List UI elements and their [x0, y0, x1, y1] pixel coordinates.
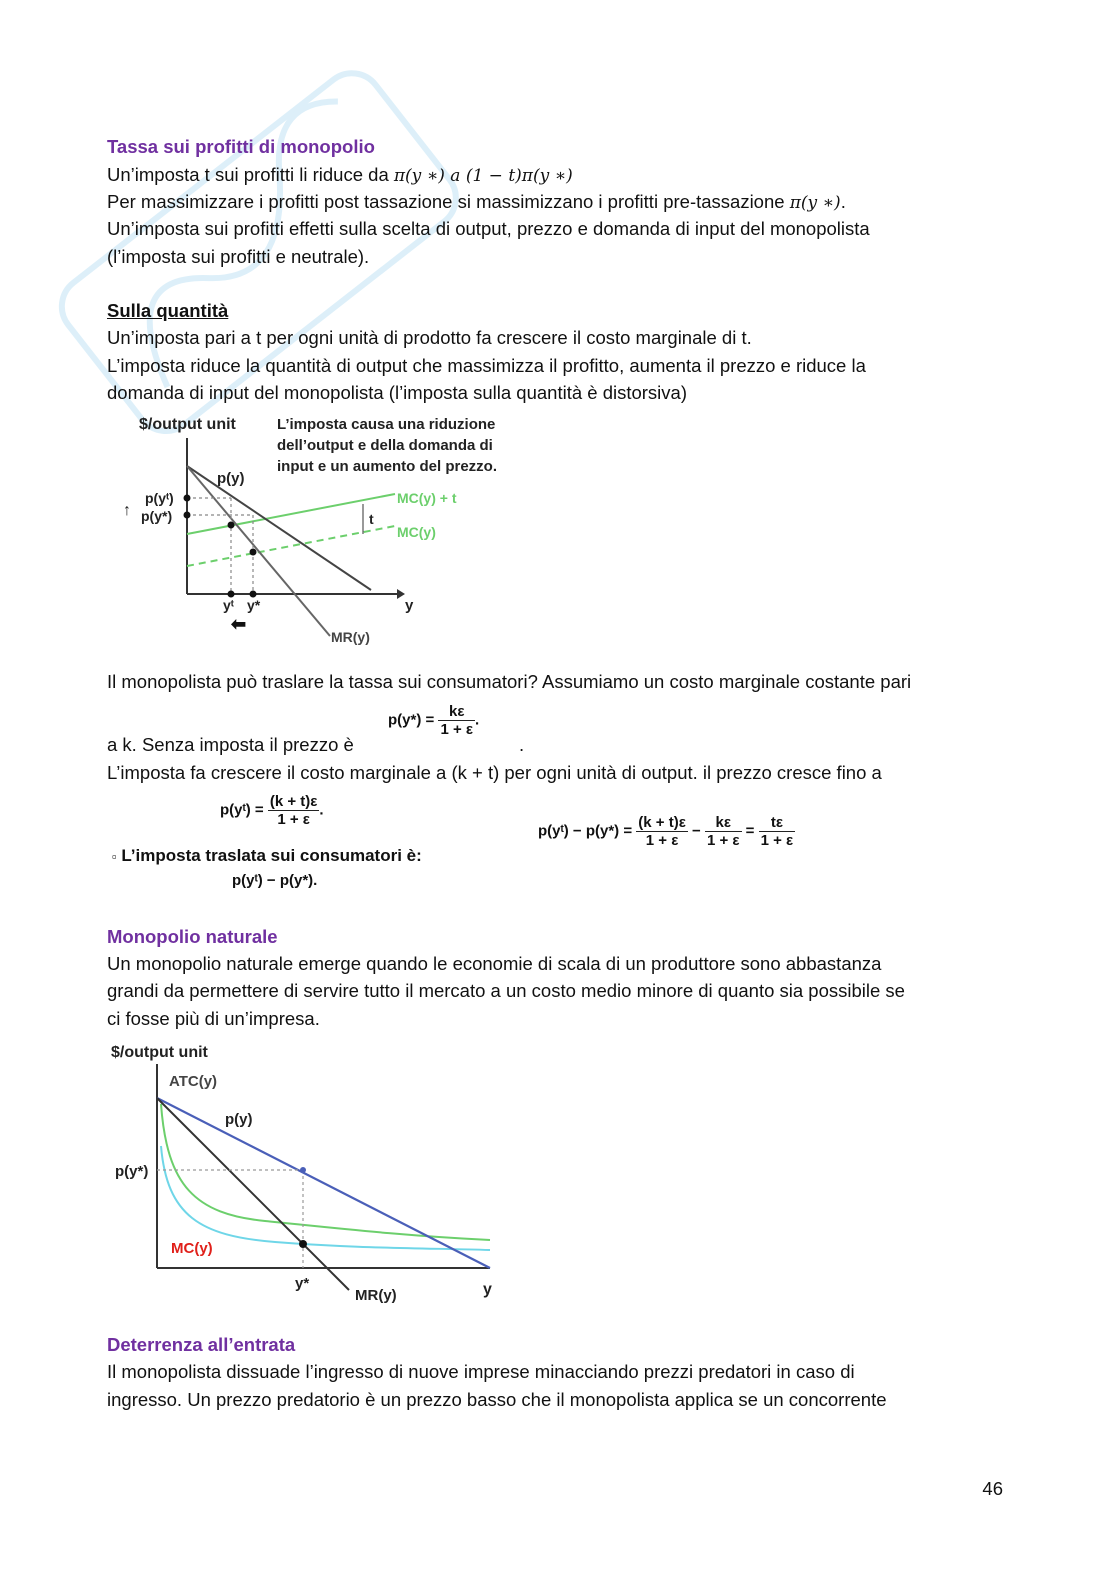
figure1-point-tax-optimum — [228, 522, 235, 529]
paragraph-line: ci fosse più di un’impresa. — [107, 1008, 320, 1029]
figure1-price-t-label: p(yᵗ) — [145, 490, 174, 506]
figure1-mr-label: MR(y) — [331, 629, 370, 645]
figure1-demand-label: p(y) — [217, 470, 245, 487]
figure2-ylabel: $/output unit — [111, 1044, 208, 1061]
figure-natural-monopoly — [105, 1036, 510, 1311]
figure2-mr-line — [157, 1098, 349, 1290]
paragraph-line: Un’imposta sui profitti effetti sulla scelta di output, prezzo e domanda di input del monopolista — [107, 218, 870, 239]
formula-shift-derivation: p(yᵗ) − p(y*) = $\frac{(k + t)\varepsilon}{1 + \varepsilon}$ − $\frac{k\varepsilon}{1 + \varepsilon}$ = $\frac{t\varepsilon}{1 + \varepsilon}$ — [538, 814, 794, 849]
paragraph-line: grandi da permettere di servire tutto il mercato a un costo medio minore di quanto sia possibile se — [107, 980, 905, 1001]
figure1-t-label: t — [369, 511, 374, 527]
paragraph-line: Un’imposta pari a t per ogni unità di prodotto fa crescere il costo marginale di t. — [107, 327, 752, 348]
figure2-point-optimum — [299, 1240, 307, 1248]
section-title-natural-monopoly: Monopolio naturale — [107, 926, 278, 947]
paragraph-line: L’imposta fa crescere il costo marginale a (k + t) per ogni unità di output. il prezzo cresce fino a — [107, 762, 882, 783]
section-title-quantity-tax: Sulla quantità — [107, 300, 229, 321]
figure1-point-price-t — [184, 495, 191, 502]
figure2-demand-label: p(y) — [225, 1111, 253, 1128]
figure1-yt-label: yᵗ — [223, 597, 234, 613]
figure2-mc-label: MC(y) — [171, 1240, 213, 1257]
figure2-x-label: y — [483, 1281, 492, 1298]
figure1-x-arrow — [397, 589, 405, 599]
section-title-entry-deterrence: Deterrenza all’entrata — [107, 1334, 296, 1355]
figure1-caption-line3: input e un aumento del prezzo. — [277, 458, 498, 475]
figure-quantity-tax — [105, 408, 545, 648]
figure2-ystar-label: y* — [295, 1275, 310, 1292]
formula-shift-difference: p(yᵗ) − p(y*). — [232, 872, 318, 889]
punctuation: . — [519, 734, 525, 755]
figure1-ystar-label: y* — [247, 597, 261, 613]
left-arrow-icon: ⬅ — [231, 614, 247, 634]
bullet-tax-shifted: ▫ L’imposta traslata sui consumatori è: — [112, 846, 422, 865]
paragraph-line: a k. Senza imposta il prezzo è — [107, 734, 354, 755]
figure1-caption-line2: dell’output e della domanda di — [277, 437, 493, 454]
section-title-profit-tax: Tassa sui profitti di monopolio — [107, 136, 375, 157]
page-number: 46 — [982, 1478, 1003, 1499]
paragraph-line: Un’imposta t sui profitti li riduce da π(y ∗) a (1 − t)π(y ∗) — [107, 164, 573, 186]
paragraph-line: (l’imposta sui profitti e neutrale). — [107, 246, 370, 267]
figure1-mc-label: MC(y) — [397, 524, 436, 540]
figure2-mr-label: MR(y) — [355, 1287, 397, 1304]
figure1-mc-plus-t-label: MC(y) + t — [397, 490, 457, 506]
paragraph-line: ingresso. Un prezzo predatorio è un prezzo basso che il monopolista applica se un concorrente — [107, 1389, 887, 1410]
up-arrow-icon: ↑ — [123, 502, 131, 519]
figure2-point-price — [300, 1167, 306, 1173]
paragraph-line: Per massimizzare i profitti post tassazione si massimizzano i profitti pre-tassazione π(y ∗). — [107, 191, 846, 213]
math-expression: π(y ∗) — [789, 193, 841, 213]
figure1-mc-line — [187, 526, 395, 566]
figure1-ylabel: $/output unit — [139, 416, 236, 433]
figure1-mc-plus-t-line — [187, 494, 395, 534]
paragraph-line: Il monopolista dissuade l’ingresso di nuove imprese minacciando prezzi predatori in caso di — [107, 1361, 855, 1382]
formula-price-no-tax: p(y*) = $\frac{k\varepsilon}{1 + \varepsilon}$ . — [388, 703, 480, 738]
formula-price-with-tax: p(yᵗ) = $\frac{(k + t)\varepsilon}{1 + \varepsilon}$ . — [220, 793, 324, 828]
figure1-point-optimum — [250, 549, 257, 556]
figure1-caption-line1: L’imposta causa una riduzione — [277, 416, 496, 433]
figure2-mc-curve — [161, 1146, 490, 1250]
figure1-point-price-star — [184, 512, 191, 519]
paragraph-line: Il monopolista può traslare la tassa sui consumatori? Assumiamo un costo marginale costante pari — [107, 671, 912, 692]
figure2-price-label: p(y*) — [115, 1163, 149, 1180]
math-expression: π(y ∗) a (1 − t)π(y ∗) — [393, 166, 573, 186]
paragraph-line: Un monopolio naturale emerge quando le economie di scala di un produttore sono abbastanza — [107, 953, 882, 974]
figure1-x-label: y — [405, 597, 414, 614]
paragraph-line: domanda di input del monopolista (l’imposta sulla quantità è distorsiva) — [107, 382, 687, 403]
paragraph-line: L’imposta riduce la quantità di output che massimizza il profitto, aumenta il prezzo e riduce la — [107, 355, 866, 376]
bullet-icon: ▫ — [112, 849, 117, 864]
figure2-atc-label: ATC(y) — [169, 1073, 218, 1090]
figure1-price-star-label: p(y*) — [141, 508, 173, 524]
